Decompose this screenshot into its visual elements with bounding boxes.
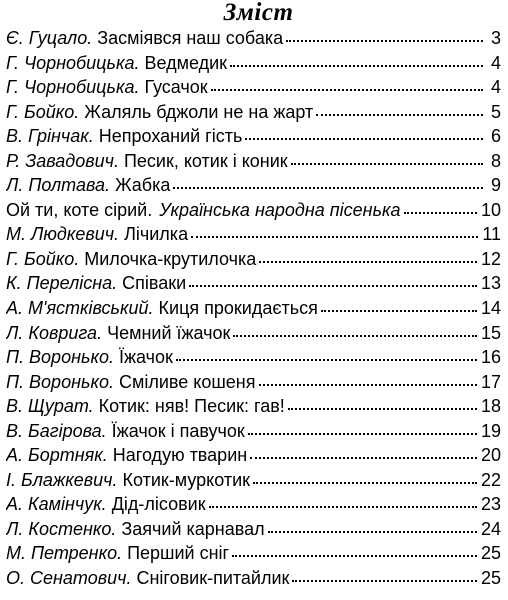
entry-author: Г. Бойко. xyxy=(6,248,80,269)
toc-entry xyxy=(6,492,501,517)
toc-entry xyxy=(6,541,501,566)
entry-work-title: Лічилка xyxy=(124,224,189,245)
dot-leader xyxy=(259,383,477,386)
entry-author: Л. Коврига. xyxy=(6,322,103,343)
entry-author: М. Людкевич. xyxy=(6,224,120,245)
dot-leader xyxy=(404,211,477,214)
entry-page-number: 4 xyxy=(490,52,501,73)
entry-page-number: 24 xyxy=(480,518,501,539)
entry-work-title: Їжачок і павучок xyxy=(111,420,245,441)
dot-leader xyxy=(233,334,477,337)
toc-entry xyxy=(6,51,501,76)
entry-author: В. Щурат. xyxy=(6,396,94,417)
dot-leader xyxy=(211,88,483,91)
entry-page-number: 17 xyxy=(480,371,501,392)
entry-author: Г. Чорнобицька. xyxy=(6,52,140,73)
dot-leader xyxy=(292,579,477,582)
entry-author: П. Воронько. xyxy=(6,371,114,392)
entry-page-number: 9 xyxy=(490,175,501,196)
entry-page-number: 20 xyxy=(480,445,501,466)
dot-leader xyxy=(286,39,483,42)
toc-entry xyxy=(6,100,501,125)
entry-author: К. Перелісна. xyxy=(6,273,118,294)
entry-page-number: 5 xyxy=(490,101,501,122)
entry-work-title: Заячий карнавал xyxy=(121,518,265,539)
entry-author: Л. Костенко. xyxy=(6,518,117,539)
dot-leader xyxy=(321,309,477,312)
entry-page-number: 12 xyxy=(480,248,501,269)
entry-work-title: Засміявся наш собака xyxy=(97,28,284,48)
dot-leader xyxy=(176,358,477,361)
entry-page-number: 3 xyxy=(490,28,501,48)
dot-leader xyxy=(250,456,477,459)
entry-author: О. Сенатович. xyxy=(6,568,132,589)
entry-author: В. Грінчак. xyxy=(6,126,94,147)
entry-work-title: Перший сніг xyxy=(127,543,230,564)
toc-entry xyxy=(6,443,501,468)
toc-entry xyxy=(6,247,501,272)
toc-entry xyxy=(6,296,501,321)
entry-author: Г. Бойко. xyxy=(6,101,80,122)
entry-work-title: Їжачок xyxy=(118,347,173,368)
dot-leader xyxy=(316,113,483,116)
dot-leader xyxy=(288,407,477,410)
entry-page-number: 13 xyxy=(480,273,501,294)
toc-entry xyxy=(6,370,501,395)
entry-page-number: 16 xyxy=(480,347,501,368)
entry-page-number: 25 xyxy=(480,543,501,564)
entry-work-title: Песик, котик і коник xyxy=(123,150,288,171)
toc-entry xyxy=(6,566,501,591)
toc-entry xyxy=(6,271,501,296)
dot-leader xyxy=(259,260,477,263)
entry-page-number: 4 xyxy=(490,77,501,98)
entry-page-number: 18 xyxy=(480,396,501,417)
dot-leader xyxy=(230,64,483,67)
toc-entry xyxy=(6,394,501,419)
entry-author: А. Бортняк. xyxy=(6,445,108,466)
entry-work-title: Сміливе кошеня xyxy=(118,371,256,392)
entry-author: А. М'ястківський. xyxy=(6,298,154,319)
dot-leader xyxy=(268,530,477,533)
dot-leader xyxy=(248,432,477,435)
entry-author: М. Петренко. xyxy=(6,543,123,564)
entry-work-title: Гусачок xyxy=(144,77,208,98)
entry-page-number: 22 xyxy=(480,469,501,490)
entry-page-number: 15 xyxy=(480,322,501,343)
entry-work-title: Киця прокидається xyxy=(158,298,318,319)
entry-work-title: Співаки xyxy=(122,273,187,294)
entry-work-title: Чемний їжачок xyxy=(107,322,231,343)
entry-author: Р. Завадович. xyxy=(6,150,119,171)
entry-author: В. Багірова. xyxy=(6,420,107,441)
toc-entry xyxy=(6,173,501,198)
dot-leader xyxy=(209,505,477,508)
entry-page-number: 23 xyxy=(480,494,501,515)
entry-page-number: 14 xyxy=(480,298,501,319)
toc-list xyxy=(6,26,501,591)
toc-entry xyxy=(6,345,501,370)
dot-leader xyxy=(189,284,477,287)
dot-leader xyxy=(173,186,483,189)
dot-leader xyxy=(291,162,483,165)
entry-page-number: 25 xyxy=(480,568,501,589)
entry-work-title: Непроханий гість xyxy=(98,126,243,147)
entry-work-title: Нагодую тварин xyxy=(112,445,248,466)
dot-leader xyxy=(253,481,477,484)
entry-work-title: Милочка-крутилочка xyxy=(84,248,257,269)
entry-page-number: 10 xyxy=(480,199,501,220)
entry-author: Є. Гуцало. xyxy=(6,28,93,48)
page-title: Зміст xyxy=(223,0,294,26)
toc-entry xyxy=(6,321,501,346)
toc-entry xyxy=(6,26,501,51)
entry-page-number: 11 xyxy=(482,224,501,245)
toc-entry xyxy=(6,198,501,223)
entry-work-title: Ведмедик xyxy=(144,52,227,73)
toc-entry xyxy=(6,124,501,149)
toc-entry xyxy=(6,419,501,444)
entry-page-number: 6 xyxy=(490,126,501,147)
entry-page-number: 8 xyxy=(490,150,501,171)
dot-leader xyxy=(191,235,478,238)
entry-work-title: Ой ти, коте сірий. xyxy=(6,199,153,220)
dot-leader xyxy=(245,137,483,140)
entry-author: І. Блажкевич. xyxy=(6,469,118,490)
entry-author: П. Воронько. xyxy=(6,347,114,368)
entry-work-title: Дід-лісовик xyxy=(111,494,206,515)
entry-author: Г. Чорнобицька. xyxy=(6,77,140,98)
toc-entry xyxy=(6,517,501,542)
toc-entry xyxy=(6,149,501,174)
entry-work-title: Жаляль бджоли не на жарт xyxy=(84,101,314,122)
entry-work-title: Жабка xyxy=(114,175,171,196)
entry-work-title: Котик-муркотик xyxy=(122,469,251,490)
toc-entry xyxy=(6,222,501,247)
toc-entry xyxy=(6,75,501,100)
toc-entry xyxy=(6,468,501,493)
dot-leader xyxy=(232,554,477,557)
entry-work-title: Сніговик-питайлик xyxy=(136,568,290,589)
entry-source: Українська народна пісенька xyxy=(159,199,401,220)
entry-work-title: Котик: няв! Песик: гав! xyxy=(98,396,285,417)
entry-author: Л. Полтава. xyxy=(6,175,110,196)
entry-page-number: 19 xyxy=(480,420,501,441)
entry-author: А. Камінчук. xyxy=(6,494,107,515)
